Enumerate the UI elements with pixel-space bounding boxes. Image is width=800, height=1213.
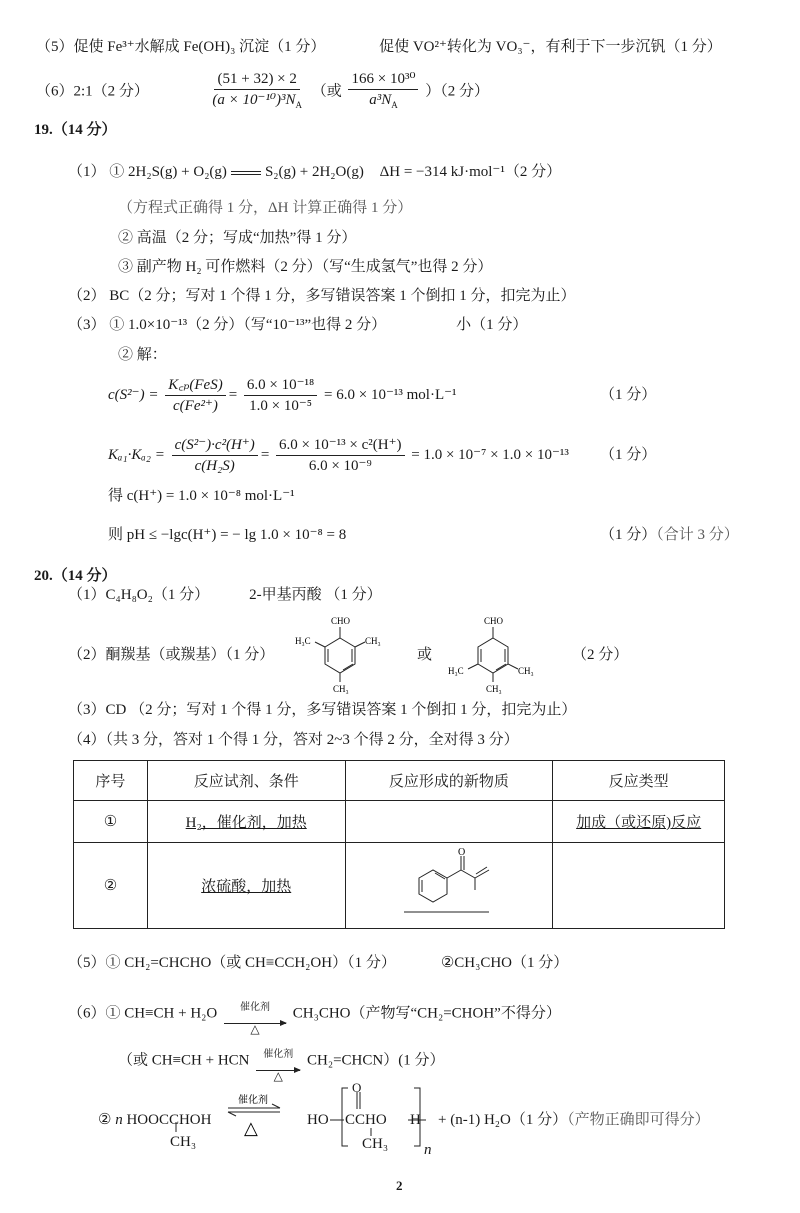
n: n <box>115 1112 123 1128</box>
score: （2 分） <box>572 647 629 663</box>
table-cell: 加成（或还原)反应 <box>553 801 725 843</box>
equals-sign <box>231 171 261 175</box>
table-cell <box>345 801 553 843</box>
table-cell <box>553 843 725 929</box>
answer-b: ②CH₃CHO（1 分） <box>440 955 569 971</box>
answer-a: 促使 Fe³⁺水解成 Fe(OH)₃ 沉淀（1 分） <box>73 39 326 55</box>
svg-text:CHO: CHO <box>331 616 351 626</box>
page-number: 2 <box>396 1178 403 1193</box>
denominator: c(H₂S) <box>194 458 235 475</box>
q19-part1-2: ② 高温（2 分；写成“加热”得 1 分） <box>118 230 357 246</box>
formula: （1）C₄H₈O₂（1 分） <box>68 587 210 603</box>
q20-part1 <box>68 585 382 605</box>
reversible-arrow <box>226 1092 286 1142</box>
score: （1 分） <box>600 387 657 403</box>
denominator: 1.0 × 10⁻⁵ <box>249 398 313 415</box>
rhs: = 1.0 × 10⁻⁷ × 1.0 × 10⁻¹³ <box>411 447 569 463</box>
numerator: (51 + 32) × 2 <box>214 70 299 90</box>
benzaldehyde-structure-1 <box>285 614 395 694</box>
score: ）（2 分） <box>425 83 489 100</box>
lactic-acid: HOOCCHOH <box>126 1112 212 1128</box>
numerator: 6.0 × 10⁻¹³ × c²(H⁺) <box>276 436 404 456</box>
numerator: 6.0 × 10⁻¹⁸ <box>244 376 317 396</box>
svg-text:CH₃: CH₃ <box>518 666 534 676</box>
polymer-ho: HO <box>307 1112 329 1128</box>
lhs: Kₐ₁·Kₐ₂ = <box>108 447 165 463</box>
methyl-group: CH₃ <box>362 1136 389 1152</box>
numerator: 166 × 10³⁰ <box>348 70 418 90</box>
header-cell: 反应试剂、条件 <box>147 761 345 801</box>
header-cell: 反应类型 <box>553 761 725 801</box>
q20-title: 20.（14 分） <box>34 568 117 584</box>
subscript-n: n <box>424 1142 432 1158</box>
q19-part3-1 <box>68 315 527 335</box>
numerator: c(S²⁻)·c²(H⁺) <box>172 436 258 456</box>
water: + (n-1) H₂O（1 分） <box>438 1112 568 1128</box>
products: CH₂=CHCN）(1 分） <box>307 1052 445 1069</box>
q20-part3: （3）CD （2 分；写对 1 个得 1 分，多写错误答案 1 个倒扣 1 分，扣完为止） <box>68 702 577 718</box>
q19-part3-2: ② 解： <box>118 347 167 363</box>
q19-title: 19.（14 分） <box>34 122 117 138</box>
q20-part5 <box>68 953 568 973</box>
name: 2-甲基丙酸 （1 分） <box>249 587 382 603</box>
svg-text:H₃C: H₃C <box>448 666 464 676</box>
table-header-row <box>74 761 725 801</box>
reaction-table <box>73 760 725 929</box>
svg-text:CH₃: CH₃ <box>365 636 381 646</box>
denominator: c(Fe²⁺) <box>173 398 218 415</box>
score-total <box>600 525 739 545</box>
table-cell: ② <box>74 843 148 929</box>
label: ② <box>98 1112 112 1128</box>
numerator: K꜀ₚ(FeS) <box>165 376 226 396</box>
denominator: $(a \times 10^{-10})^3N_A$ <box>212 92 302 110</box>
reactants: （或 CH≡CH + HCN <box>118 1052 250 1069</box>
density-fraction <box>209 70 305 114</box>
equation-ka: Kₐ₁·Kₐ₂ = $\frac{\text{c(S²⁻)·c²(H⁺)}}{\text{c(H₂S)}}$ = $\frac{\text{6.0 × 10⁻¹³ × c²(H⁺)}}{\text{6.0 × 10⁻⁹}}$ = 1.0 × 10⁻⁷ × 1.0 × 10⁻¹³ <box>108 437 569 475</box>
svg-text:△: △ <box>244 1118 258 1138</box>
carbonyl-o: O <box>352 1080 362 1095</box>
score: （1 分） <box>600 447 657 463</box>
fraction <box>172 436 258 475</box>
bond <box>174 1120 178 1134</box>
reactants: （6）① CH≡CH + H₂O <box>68 1005 218 1022</box>
answer-b: 小（1 分） <box>456 317 528 333</box>
label: （5） <box>36 39 74 55</box>
svg-text:CH₃: CH₃ <box>333 684 349 694</box>
reaction-arrow: 催化剂 △ <box>256 1040 300 1082</box>
q19-part1-equation <box>68 162 561 182</box>
products: S₂(g) + 2H₂O(g) <box>264 164 364 180</box>
svg-text:H₃C: H₃C <box>295 636 311 646</box>
denominator: 6.0 × 10⁻⁹ <box>308 458 372 475</box>
table-cell <box>345 843 553 929</box>
svg-text:O: O <box>457 848 466 858</box>
fraction <box>165 376 226 415</box>
density-fraction-alt <box>348 70 418 114</box>
table-cell: ① <box>74 801 148 843</box>
polymer-byproduct <box>438 1110 710 1130</box>
polymer-h: H <box>410 1112 421 1128</box>
label: （1） <box>68 164 106 180</box>
table-row <box>74 801 725 843</box>
q19-part2: （2） BC（2 分；写对 1 个得 1 分，多写错误答案 1 个倒扣 1 分，扣完为止） <box>68 288 576 304</box>
or-text: 或 <box>417 647 433 663</box>
equation-ph: 则 pH ≤ −lgc(H⁺) = − lg 1.0 × 10⁻⁸ = 8 <box>108 527 347 543</box>
lhs: c(S²⁻) = <box>108 387 159 403</box>
q20-part6-1 <box>68 993 561 1035</box>
enone-structure <box>399 848 499 918</box>
enthalpy: ΔH = −314 kJ·mol⁻¹（2 分） <box>379 164 562 180</box>
answer: （3） ① 1.0×10⁻¹³（2 分）（写“10⁻¹³”也得 2 分） <box>68 317 387 333</box>
q19-part1-3: ③ 副产物 H₂ 可作燃料（2 分）（写“生成氢气”也得 2 分） <box>118 259 493 275</box>
or-text: （或 <box>311 83 342 100</box>
score: （1 分） <box>600 527 657 543</box>
header-cell: 序号 <box>74 761 148 801</box>
table-row <box>74 843 725 929</box>
denominator: $a^3N_A$ <box>369 92 398 110</box>
repeat-unit: CCHO <box>345 1112 387 1128</box>
svg-text:CHO: CHO <box>484 616 504 626</box>
table-cell: 浓硫酸，加热 <box>147 843 345 929</box>
q20-part2: （2）酮羰基（或羰基）（1 分） <box>68 647 275 663</box>
q20-part6-2 <box>98 1110 211 1130</box>
header-cell: 反应形成的新物质 <box>345 761 553 801</box>
reactants: ① 2H₂S(g) + O₂(g) <box>109 164 227 180</box>
equation-h-conc: 得 c(H⁺) = 1.0 × 10⁻⁸ mol·L⁻¹ <box>108 488 295 504</box>
table-cell: H₂，催化剂，加热 <box>147 801 345 843</box>
methyl-group: CH₃ <box>170 1134 197 1150</box>
q20-part4: （4）（共 3 分，答对 1 个得 1 分，答对 2~3 个得 2 分，全对得 3 分） <box>68 732 519 748</box>
q18-part6 <box>36 70 489 114</box>
svg-text:CH₃: CH₃ <box>486 684 502 694</box>
equation-sulfide: c(S²⁻) = $\frac{\text{K꜀ₚ(FeS)}}{\text{c(Fe²⁺)}}$ = $\frac{\text{6.0 × 10⁻¹⁸}}{\text{1.0 × 10⁻⁵}}$ = 6.0 × 10⁻¹³ mol·L⁻¹ <box>108 377 457 415</box>
total: （合计 3 分） <box>656 527 739 543</box>
answer-a: （5）① CH₂=CHCHO（或 CH≡CCH₂OH）（1 分） <box>68 955 396 971</box>
fraction <box>244 376 317 415</box>
answer-ratio: （6）2:1（2 分） <box>36 83 149 100</box>
products: CH₃CHO（产物写“CH₂=CHOH”不得分） <box>292 1005 561 1022</box>
q18-part5 <box>36 37 722 57</box>
rhs: = 6.0 × 10⁻¹³ mol·L⁻¹ <box>324 387 457 403</box>
benzaldehyde-structure-2 <box>438 614 548 694</box>
note: （产物正确即可得分） <box>567 1112 710 1128</box>
svg-text:催化剂: 催化剂 <box>238 1095 268 1106</box>
fraction <box>276 436 404 475</box>
reaction-arrow: 催化剂 △ <box>224 993 286 1035</box>
q19-part1-note: （方程式正确得 1 分，ΔH 计算正确得 1 分） <box>118 200 413 216</box>
q20-part6-1-alt <box>118 1040 444 1082</box>
answer-b: 促使 VO²⁺转化为 VO₃⁻，有利于下一步沉钒（1 分） <box>379 39 722 55</box>
